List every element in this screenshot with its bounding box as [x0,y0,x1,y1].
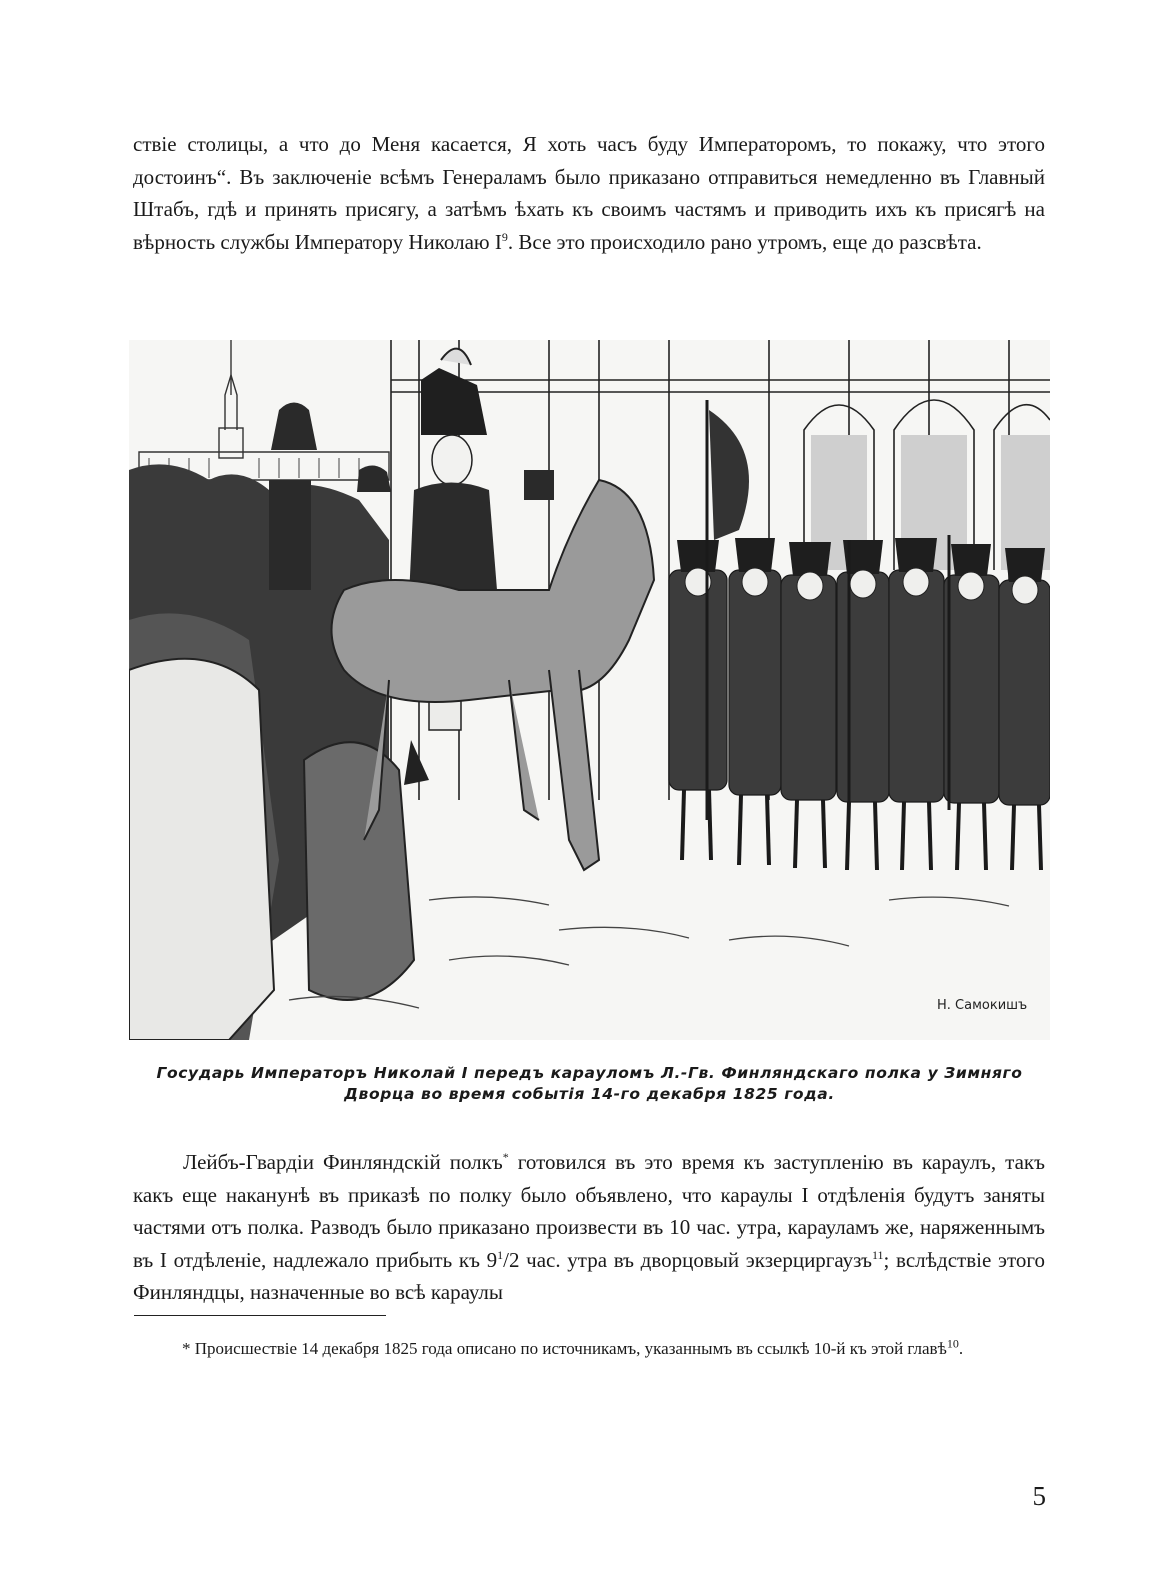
paragraph-text: Лейбъ-Гвардіи Финляндскій полкъ [183,1150,503,1174]
paragraph-text-end: . Все это происходило рано утромъ, еще до разсвѣта. [507,229,982,254]
footnote-divider [134,1315,386,1316]
fraction-denominator: /2 [503,1247,520,1272]
paragraph-continuation [133,128,1045,258]
note-reference: 9 [501,229,508,244]
footnote-mark: * [182,1339,191,1358]
footnote-text: Происшествіе 14 декабря 1825 года описано по источникамъ, указаннымъ въ ссылкѣ 10-й къ этой главѣ [190,1339,947,1358]
paragraph-text: ствіе столицы, а что до Меня касается, Я хоть часъ буду Императоромъ, то покажу, что этого достоинъ“. Въ заключеніе всѣмъ Генераламъ было приказано отправиться немедленно въ Главный Штабъ, гдѣ и принять присягу, а затѣмъ ѣхать къ своимъ частямъ и приводить ихъ къ присягѣ на вѣрность службы Императору Николаю I [133,132,1045,254]
paragraph-text: час. утра въ дворцовый экзерциргаузъ [519,1247,872,1272]
paragraph [133,1146,1045,1309]
footnote [134,1336,1046,1362]
paragraph-text: готовился въ это время къ заступленію въ караулъ, такъ какъ еще наканунѣ въ приказѣ по полку было объявлено, что караулы I отдѣленія будутъ заняты частями отъ полка. Разводъ было приказано произвести въ 10 час. утра, карауламъ же, наряженнымъ въ I отдѣленіе, надлежало прибыть къ 9 [133,1150,1045,1272]
paragraph-text: ; вслѣдствіе этого Финляндцы, назначенные во всѣ караулы [133,1247,1045,1304]
note-reference: 11 [871,1247,884,1262]
footnote-mark: * [502,1150,509,1164]
illustration [129,340,1050,1040]
fraction-numerator: 1 [497,1247,504,1262]
note-reference: 10 [946,1336,959,1351]
page-number: 5 [1032,1481,1046,1511]
footnote-end: . [958,1339,964,1358]
figure-caption: Государь Императоръ Николай I передъ карауломъ Л.-Гв. Финляндскаго полка у Зимняго Дворца во время событія 14-го декабря 1825 года. [156,1064,1023,1103]
artist-signature: Н. Самокишъ [937,998,1028,1013]
